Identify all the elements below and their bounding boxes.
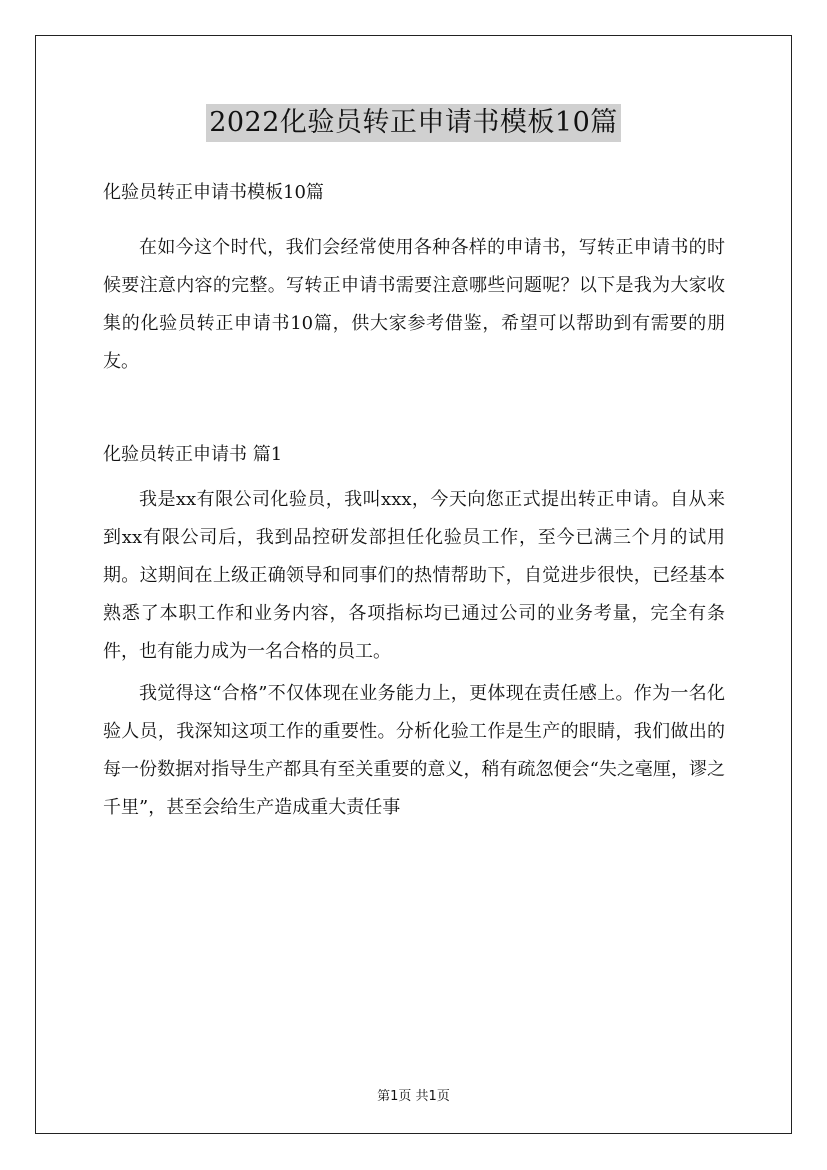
section-heading: 化验员转正申请书 篇1 [103, 444, 283, 465]
title-container [0, 104, 827, 142]
document-title: 2022化验员转正申请书模板10篇 [206, 104, 621, 142]
spacer [103, 381, 725, 436]
document-body [103, 174, 725, 827]
intro-paragraph: 在如今这个时代，我们会经常使用各种各样的申请书，写转正申请书的时候要注意内容的完整。写转正申请书需要注意哪些问题呢？以下是我为大家收集的化验员转正申请书10篇，供大家参考借鉴，希望可以帮助到有需要的朋友。 [103, 237, 725, 372]
body-paragraph-1: 我是xx有限公司化验员，我叫xxx，今天向您正式提出转正申请。自从来到xx有限公司后，我到品控研发部担任化验员工作，至今已满三个月的试用期。这期间在上级正确领导和同事们的热情帮助下，自觉进步很快，已经基本熟悉了本职工作和业务内容，各项指标均已通过公司的业务考量，完全有条件，也有能力成为一名合格的员工。 [103, 489, 725, 662]
body-paragraph-2: 我觉得这“合格”不仅体现在业务能力上，更体现在责任感上。作为一名化验人员，我深知这项工作的重要性。分析化验工作是生产的眼睛，我们做出的每一份数据对指导生产都具有至关重要的意义，稍有疏忽便会“失之毫厘，谬之千里”，甚至会给生产造成重大责任事 [103, 683, 725, 818]
document-subtitle: 化验员转正申请书模板10篇 [103, 182, 324, 203]
page-footer: 第1页 共1页 [377, 1089, 450, 1104]
